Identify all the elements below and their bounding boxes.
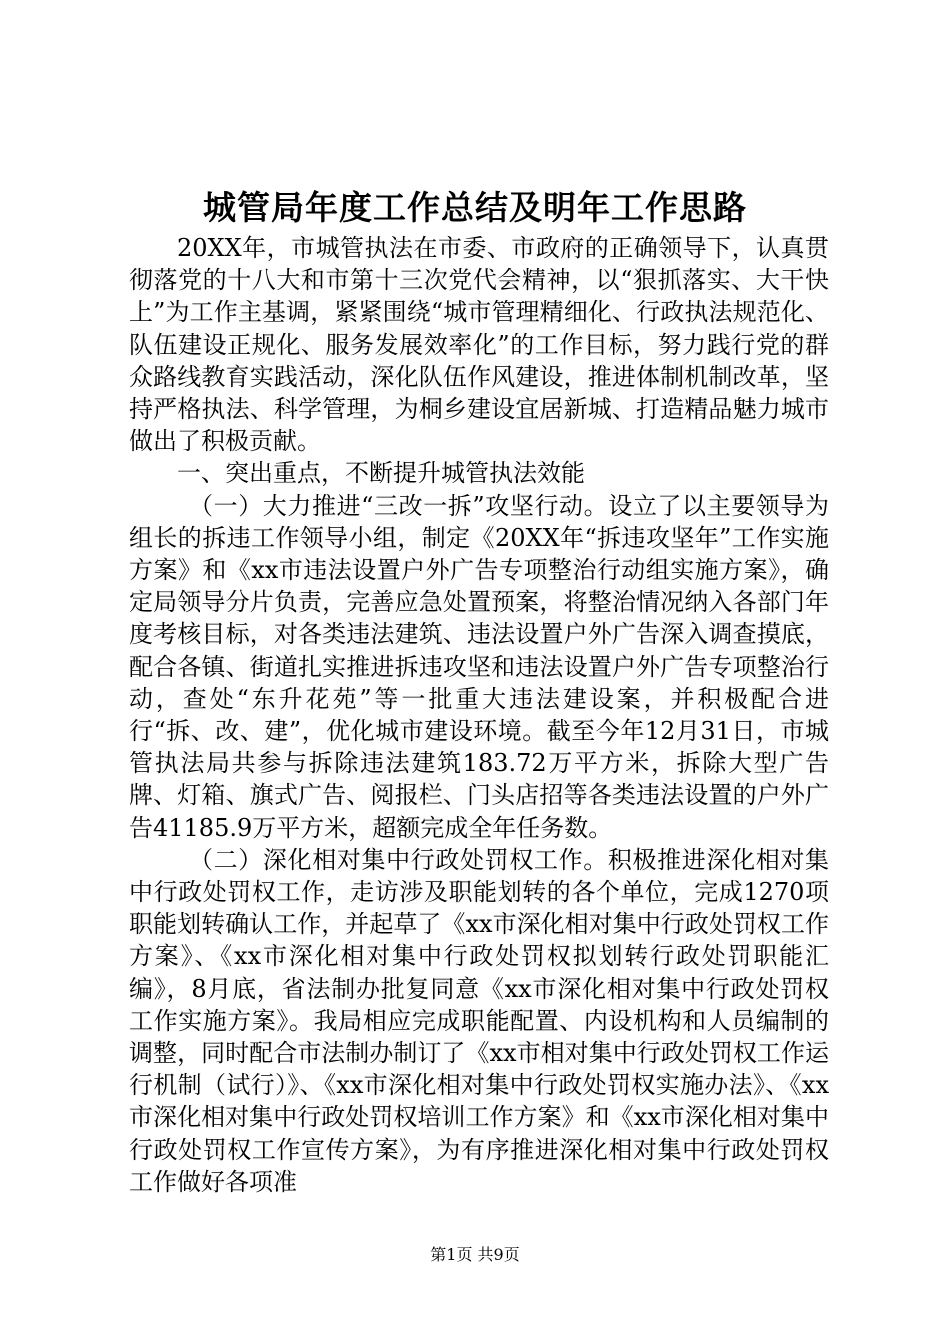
subsection-paragraph-1: （一）大力推进“三改一拆”攻坚行动。设立了以主要领导为组长的拆违工作领导小组，制定《20XX年“拆违攻坚年”工作实施方案》和《xx市违法设置户外广告专项整治行动组实施方案》，确定局领导分片负责，完善应急处置预案，将整治情况纳入各部门年度考核目标，对各类违法建筑、违法设置户外广告深入调查摸底，配合各镇、街道扎实推进拆违攻坚和违法设置户外广告专项整治行动，查处“东升花苑”等一批重大违法建设案，并积极配合进行“拆、改、建”，优化城市建设环境。截至今年12月31日，市城管执法局共参与拆除违法建筑183.72万平方米，拆除大型广告牌、灯箱、旗式广告、阅报栏、门头店招等各类违法设置的户外广告41185.9万平方米，超额完成全年任务数。	[129, 491, 829, 842]
document-title: 城管局年度工作总结及明年工作思路	[203, 188, 747, 227]
section-heading: 一、突出重点，不断提升城管执法效能	[177, 459, 585, 488]
subsection-paragraph-2: （二）深化相对集中行政处罚权工作。积极推进深化相对集中行政处罚权工作，走访涉及职能划转的各个单位，完成1270项职能划转确认工作，并起草了《xx市深化相对集中行政处罚权工作方案》、《xx市深化相对集中行政处罚权拟划转行政处罚职能汇编》，8月底，省法制办批复同意《xx市深化相对集中行政处罚权工作实施方案》。我局相应完成职能配置、内设机构和人员编制的调整，同时配合市法制办制订了《xx市相对集中行政处罚权工作运行机制（试行）》、《xx市深化相对集中行政处罚权实施办法》、《xx市深化相对集中行政处罚权培训工作方案》和《xx市深化相对集中行政处罚权工作宣传方案》，为有序推进深化相对集中行政处罚权工作做好各项准	[129, 845, 829, 1196]
intro-paragraph: 20XX年，市城管执法在市委、市政府的正确领导下，认真贯彻落党的十八大和市第十三次党代会精神，以“狠抓落实、大干快上”为工作主基调，紧紧围绕“城市管理精细化、行政执法规范化、队伍建设正规化、服务发展效率化”的工作目标，努力践行党的群众路线教育实践活动，深化队伍作风建设，推进体制机制改革，坚持严格执法、科学管理，为桐乡建设宜居新城、打造精品魅力城市做出了积极贡献。	[129, 234, 829, 456]
document-body	[129, 232, 829, 1198]
page-number-footer: 第1页 共9页	[430, 1245, 520, 1264]
